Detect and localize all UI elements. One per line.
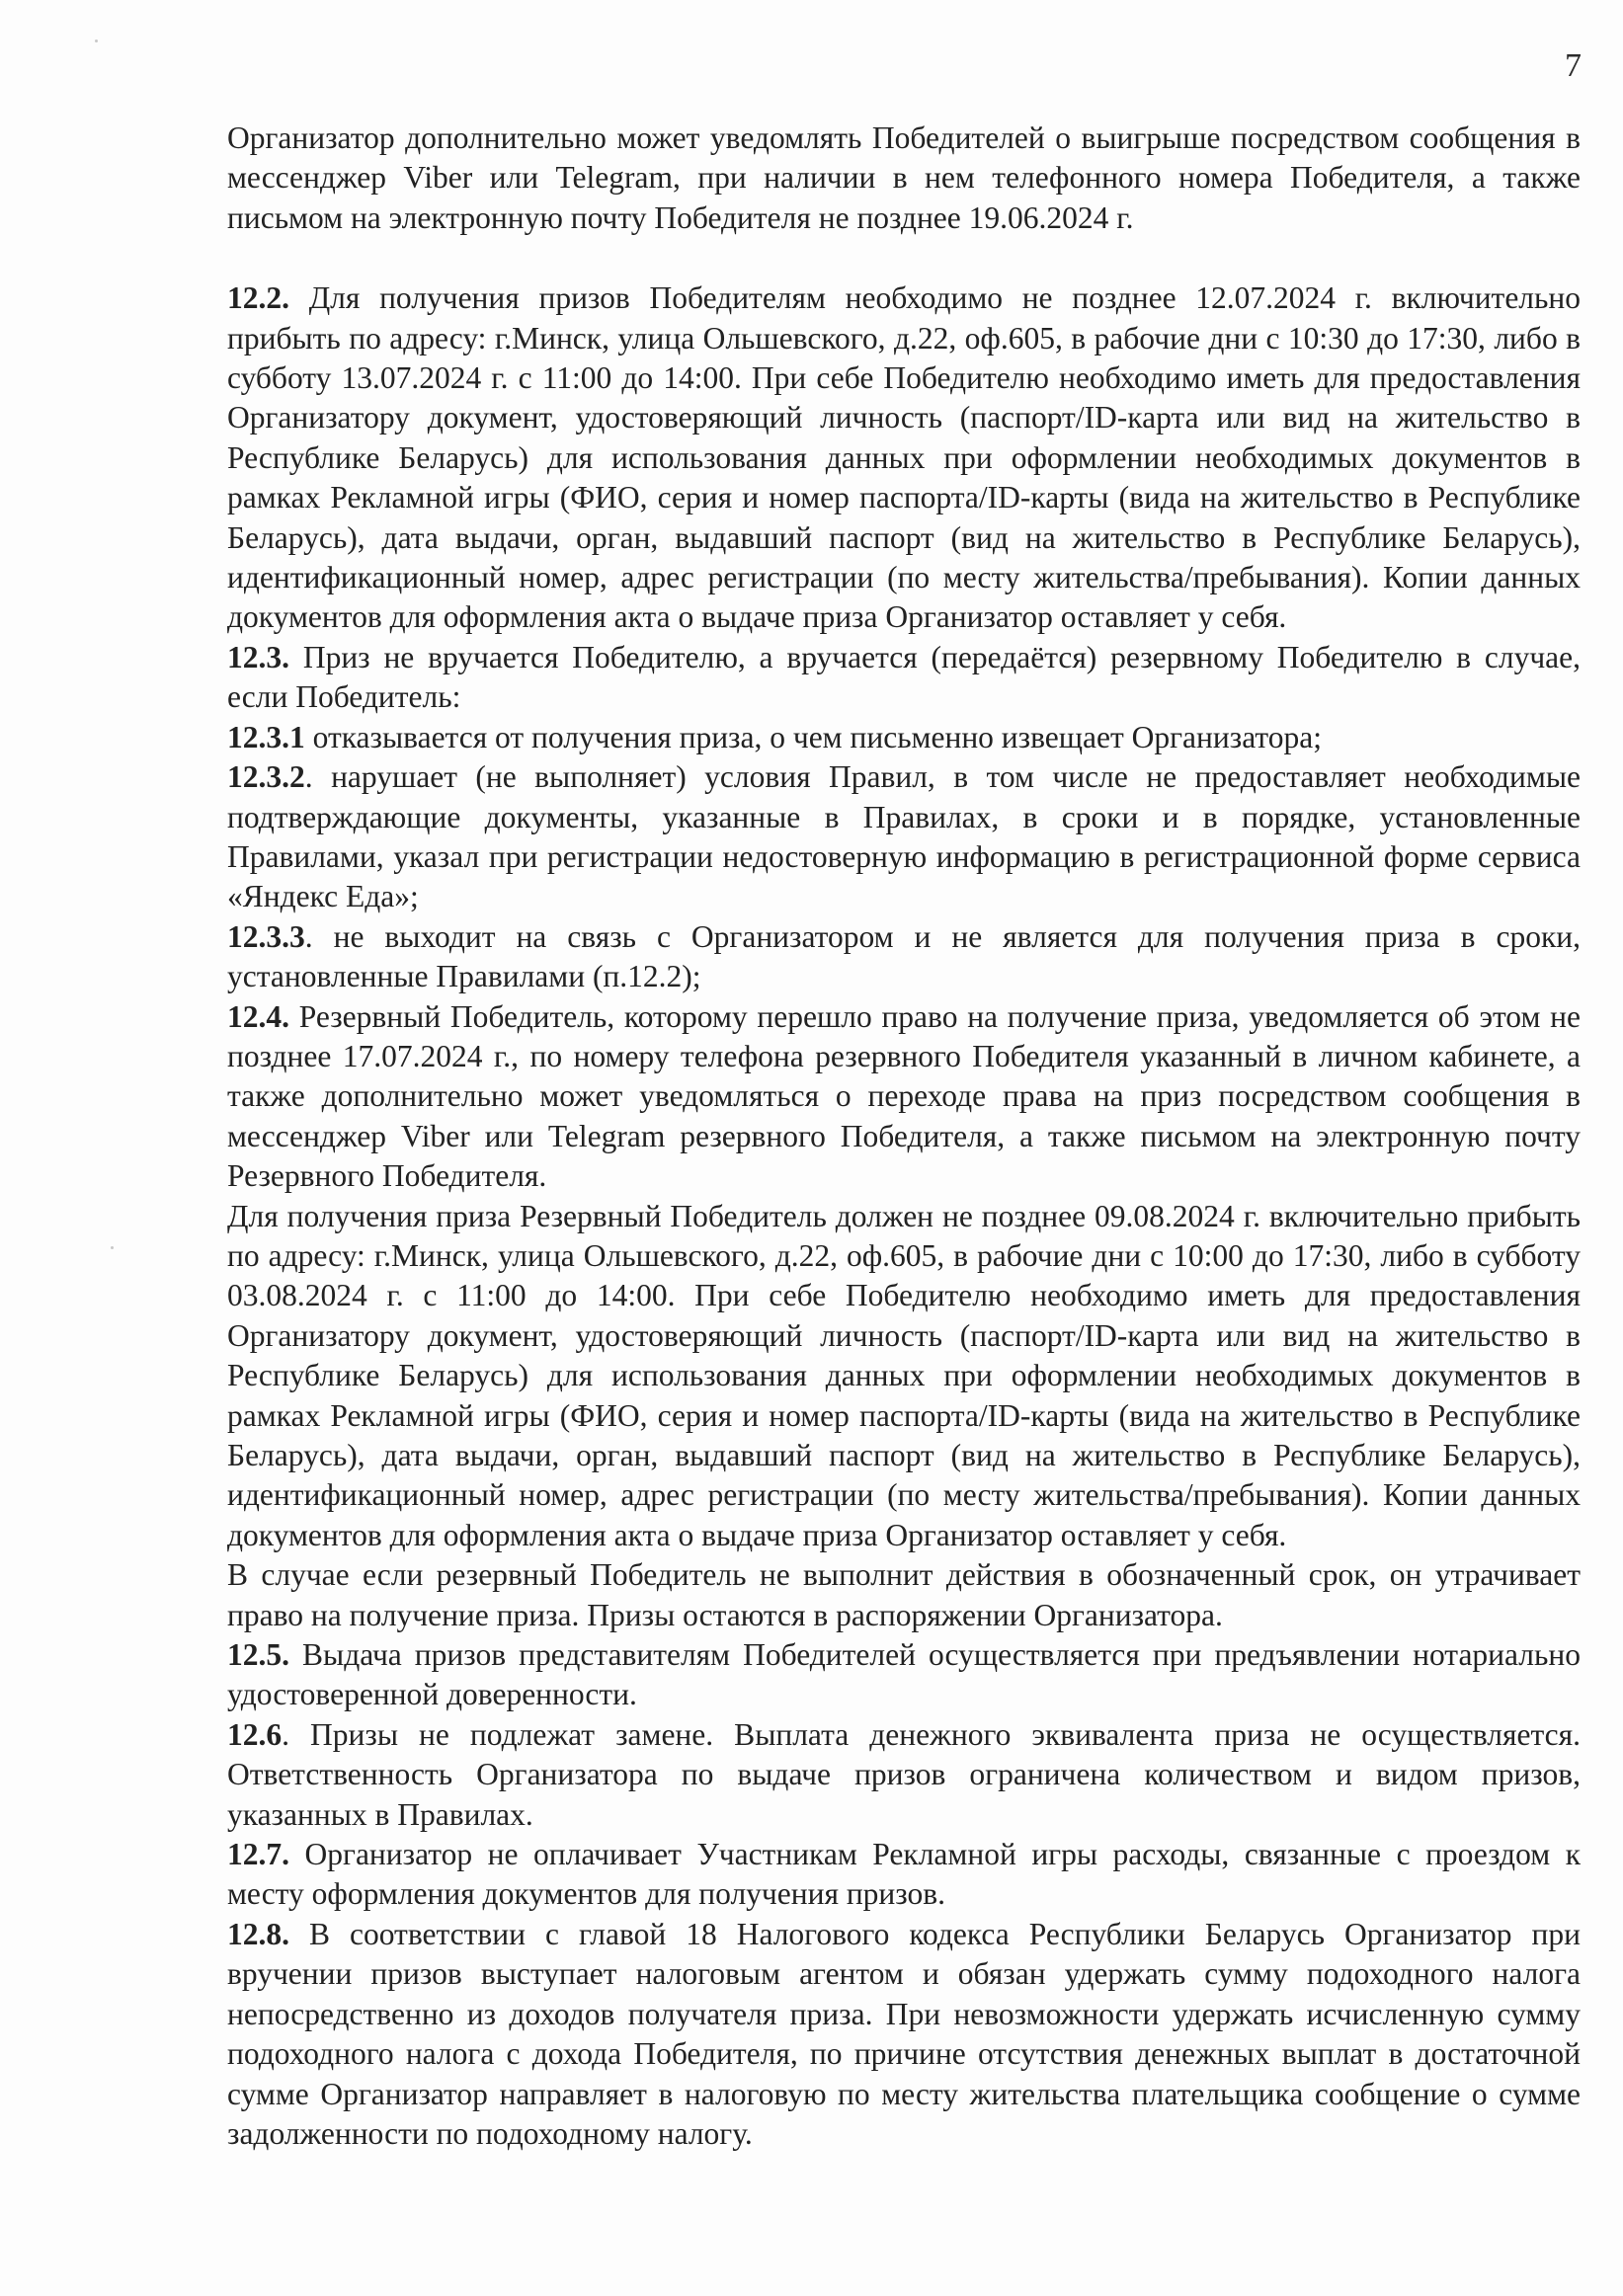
paragraph-12-3-1 bbox=[227, 718, 1581, 757]
clause-text: . нарушает (не выполняет) условия Правил, в том числе не предоставляет необходимые подтверждающие документы, указанные в Правилах, в сроки и в порядке, установленные Правилами, указал при регистрации недостоверную информацию в регистрационной форме сервиса «Яндекс Еда»; bbox=[227, 759, 1581, 914]
paragraph-12-5 bbox=[227, 1635, 1581, 1715]
clause-number: 12.7. bbox=[227, 1837, 289, 1872]
clause-text: . Призы не подлежат замене. Выплата денежного эквивалента приза не осуществляется. Ответственность Организатора по выдаче призов ограничена количеством и видом призов, указанных в Правилах. bbox=[227, 1716, 1581, 1832]
paragraph-12-6 bbox=[227, 1715, 1581, 1835]
clause-text: Для получения приза Резервный Победитель должен не позднее 09.08.2024 г. включительно прибыть по адресу: г.Минск, улица Ольшевского, д.22, оф.605, в рабочие дни с 10:00 до 17:30, либо в субботу 03.08.2024 г. с 11:00 до 14:00. При себе Победителю необходимо иметь для предоставления Организатору документ, удостоверяющий личность (паспорт/ID-карта или вид на жительство в Республике Беларусь) для использования данных при оформлении необходимых документов в рамках Рекламной игры (ФИО, серия и номер паспорта/ID-карты (вида на жительство в Республике Беларусь), дата выдачи, орган, выдавший паспорт (вид на жительство в Республике Беларусь), идентификационный номер, адрес регистрации (по месту жительства/пребывания). Копии данных документов для оформления акта о выдаче приза Организатор оставляет у себя. bbox=[227, 1198, 1581, 1552]
clause-number: 12.3.3 bbox=[227, 918, 305, 954]
clause-text: Организатор дополнительно может уведомлять Победителей о выигрыше посредством сообщения в мессенджер Viber или Telegram, при наличии в нем телефонного номера Победителя, а также письмом на электронную почту Победителя не позднее 19.06.2024 г. bbox=[227, 120, 1581, 235]
paragraph-12-3-3 bbox=[227, 917, 1581, 997]
clause-text: Организатор не оплачивает Участникам Рекламной игры расходы, связанные с проездом к месту оформления документов для получения призов. bbox=[227, 1837, 1581, 1912]
paragraph-12-7 bbox=[227, 1835, 1581, 1915]
clause-text: В соответствии с главой 18 Налогового кодекса Республики Беларусь Организатор при вручении призов выступает налоговым агентом и обязан удержать сумму подоходного налога непосредственно из доходов получателя приза. При невозможности удержать исчисленную сумму подоходного налога с дохода Победителя, по причине отсутствия денежных выплат в достаточной сумме Организатор направляет в налоговую по месту жительства плательщика сообщение о сумме задолженности по подоходному налогу. bbox=[227, 1916, 1581, 2151]
page-number: 7 bbox=[1565, 47, 1582, 84]
scan-speck bbox=[111, 1246, 114, 1249]
clause-number: 12.5. bbox=[227, 1637, 289, 1673]
clause-number: 12.4. bbox=[227, 998, 289, 1034]
clause-text: Выдача призов представителям Победителей осуществляется при предъявлении нотариально удостоверенной доверенности. bbox=[227, 1637, 1581, 1712]
clause-number: 12.6 bbox=[227, 1716, 283, 1752]
clause-text: . не выходит на связь с Организатором и не является для получения приза в сроки, установленные Правилами (п.12.2); bbox=[227, 918, 1581, 994]
clause-number: 12.3. bbox=[227, 639, 289, 674]
clause-text: отказывается от получения приза, о чем письменно извещает Организатора; bbox=[304, 719, 1322, 754]
paragraph-reserve-forfeit bbox=[227, 1555, 1581, 1635]
paragraph-reserve-pickup bbox=[227, 1197, 1581, 1556]
clause-text: Для получения призов Победителям необходимо не позднее 12.07.2024 г. включительно прибыть по адресу: г.Минск, улица Ольшевского, д.22, оф.605, в рабочие дни с 10:30 до 17:30, либо в субботу 13.07.2024 г. с 11:00 до 14:00. При себе Победителю необходимо иметь для предоставления Организатору документ, удостоверяющий личность (паспорт/ID-карта или вид на жительство в Республике Беларусь) для использования данных при оформлении необходимых документов в рамках Рекламной игры (ФИО, серия и номер паспорта/ID-карты (вида на жительство в Республике Беларусь), дата выдачи, орган, выдавший паспорт (вид на жительство в Республике Беларусь), идентификационный номер, адрес регистрации (по месту жительства/пребывания). Копии данных документов для оформления акта о выдаче приза Организатор оставляет у себя. bbox=[227, 280, 1581, 635]
clause-number: 12.8. bbox=[227, 1916, 289, 1951]
clause-number: 12.3.1 bbox=[227, 719, 305, 754]
clause-number: 12.2. bbox=[227, 280, 289, 316]
clause-text: В случае если резервный Победитель не выполнит действия в обозначенный срок, он утрачивает право на получение приза. Призы остаются в распоряжении Организатора. bbox=[227, 1557, 1581, 1632]
clause-text: Приз не вручается Победителю, а вручается (передаётся) резервному Победителю в случае, если Победитель: bbox=[227, 639, 1581, 715]
paragraph-12-3-2 bbox=[227, 757, 1581, 917]
paragraph-12-2 bbox=[227, 278, 1581, 638]
paragraph-12-8 bbox=[227, 1915, 1581, 2154]
paragraph-12-3 bbox=[227, 638, 1581, 718]
paragraph-12-4 bbox=[227, 997, 1581, 1197]
paragraph-intro bbox=[227, 119, 1581, 238]
clause-text: Резервный Победитель, которому перешло право на получение приза, уведомляется об этом не позднее 17.07.2024 г., по номеру телефона резервного Победителя указанный в личном кабинете, а также дополнительно может уведомляться о переходе права на приз посредством сообщения в мессенджер Viber или Telegram резервного Победителя, а также письмом на электронную почту Резервного Победителя. bbox=[227, 998, 1581, 1194]
scan-speck bbox=[95, 40, 98, 42]
document-body bbox=[227, 119, 1581, 2154]
clause-number: 12.3.2 bbox=[227, 759, 305, 795]
